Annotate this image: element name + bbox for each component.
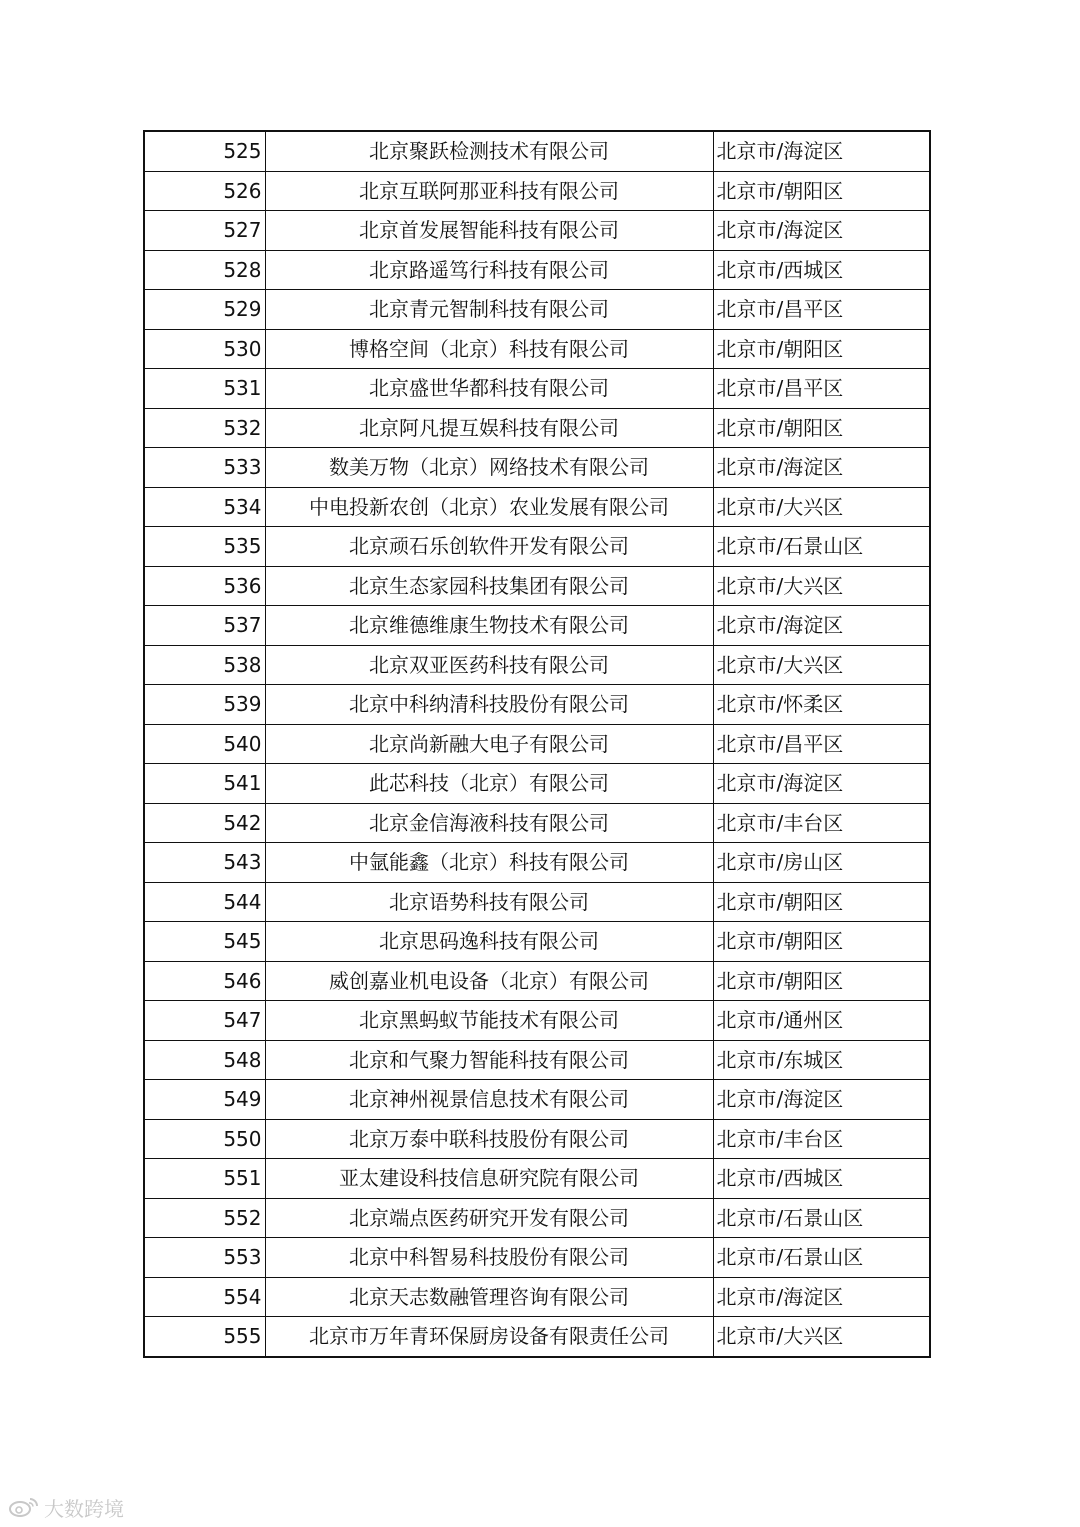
table-row <box>144 1198 930 1238</box>
company-location: 北京市/海淀区 <box>713 1080 930 1120</box>
company-name: 北京顽石乐创软件开发有限公司 <box>265 527 713 567</box>
table-row <box>144 1040 930 1080</box>
row-number: 554 <box>144 1277 265 1317</box>
company-name: 北京黑蚂蚁节能技术有限公司 <box>265 1001 713 1041</box>
row-number: 546 <box>144 961 265 1001</box>
row-number: 540 <box>144 724 265 764</box>
table-row <box>144 961 930 1001</box>
table-row <box>144 329 930 369</box>
row-number: 527 <box>144 211 265 251</box>
row-number: 532 <box>144 408 265 448</box>
company-location: 北京市/海淀区 <box>713 131 930 171</box>
table-row <box>144 487 930 527</box>
watermark <box>8 1492 124 1522</box>
company-name: 北京维德维康生物技术有限公司 <box>265 606 713 646</box>
company-location: 北京市/东城区 <box>713 1040 930 1080</box>
row-number: 529 <box>144 290 265 330</box>
company-name: 北京思码逸科技有限公司 <box>265 922 713 962</box>
table-row <box>144 1238 930 1278</box>
company-name: 北京和气聚力智能科技有限公司 <box>265 1040 713 1080</box>
table-row <box>144 1277 930 1317</box>
table-row <box>144 171 930 211</box>
row-number: 549 <box>144 1080 265 1120</box>
company-location: 北京市/石景山区 <box>713 1238 930 1278</box>
company-name: 北京中科纳清科技股份有限公司 <box>265 685 713 725</box>
company-list-table <box>143 130 931 1358</box>
company-location: 北京市/昌平区 <box>713 290 930 330</box>
table-row <box>144 606 930 646</box>
company-name: 北京聚跃检测技术有限公司 <box>265 131 713 171</box>
table-row <box>144 290 930 330</box>
company-location: 北京市/朝阳区 <box>713 882 930 922</box>
row-number: 537 <box>144 606 265 646</box>
row-number: 525 <box>144 131 265 171</box>
table-row <box>144 1317 930 1357</box>
row-number: 545 <box>144 922 265 962</box>
company-location: 北京市/丰台区 <box>713 1119 930 1159</box>
company-location: 北京市/海淀区 <box>713 211 930 251</box>
table-row <box>144 922 930 962</box>
company-location: 北京市/大兴区 <box>713 566 930 606</box>
row-number: 542 <box>144 803 265 843</box>
row-number: 553 <box>144 1238 265 1278</box>
table-row <box>144 408 930 448</box>
company-location: 北京市/大兴区 <box>713 645 930 685</box>
table-row <box>144 250 930 290</box>
row-number: 535 <box>144 527 265 567</box>
table-row <box>144 685 930 725</box>
company-location: 北京市/大兴区 <box>713 1317 930 1357</box>
company-name: 北京首发展智能科技有限公司 <box>265 211 713 251</box>
company-location: 北京市/海淀区 <box>713 606 930 646</box>
company-name: 北京天志数融管理咨询有限公司 <box>265 1277 713 1317</box>
company-name: 北京生态家园科技集团有限公司 <box>265 566 713 606</box>
company-name: 数美万物（北京）网络技术有限公司 <box>265 448 713 488</box>
table-row <box>144 566 930 606</box>
row-number: 544 <box>144 882 265 922</box>
company-location: 北京市/朝阳区 <box>713 961 930 1001</box>
company-location: 北京市/海淀区 <box>713 1277 930 1317</box>
row-number: 543 <box>144 843 265 883</box>
company-location: 北京市/西城区 <box>713 250 930 290</box>
table-row <box>144 724 930 764</box>
company-name: 北京万泰中联科技股份有限公司 <box>265 1119 713 1159</box>
company-name: 北京路遥笃行科技有限公司 <box>265 250 713 290</box>
company-name: 北京市万年青环保厨房设备有限责任公司 <box>265 1317 713 1357</box>
company-location: 北京市/怀柔区 <box>713 685 930 725</box>
row-number: 552 <box>144 1198 265 1238</box>
company-name: 威创嘉业机电设备（北京）有限公司 <box>265 961 713 1001</box>
row-number: 534 <box>144 487 265 527</box>
company-location: 北京市/朝阳区 <box>713 922 930 962</box>
row-number: 555 <box>144 1317 265 1357</box>
company-location: 北京市/石景山区 <box>713 1198 930 1238</box>
row-number: 526 <box>144 171 265 211</box>
company-name: 此芯科技（北京）有限公司 <box>265 764 713 804</box>
company-location: 北京市/海淀区 <box>713 764 930 804</box>
row-number: 539 <box>144 685 265 725</box>
company-name: 北京语势科技有限公司 <box>265 882 713 922</box>
company-name: 北京阿凡提互娱科技有限公司 <box>265 408 713 448</box>
table-row <box>144 843 930 883</box>
company-location: 北京市/朝阳区 <box>713 171 930 211</box>
company-location: 北京市/朝阳区 <box>713 408 930 448</box>
table-row <box>144 764 930 804</box>
table-row <box>144 211 930 251</box>
table-body <box>144 131 930 1357</box>
row-number: 528 <box>144 250 265 290</box>
company-name: 北京互联阿那亚科技有限公司 <box>265 171 713 211</box>
company-name: 北京青元智制科技有限公司 <box>265 290 713 330</box>
company-location: 北京市/大兴区 <box>713 487 930 527</box>
company-location: 北京市/昌平区 <box>713 369 930 409</box>
company-location: 北京市/西城区 <box>713 1159 930 1199</box>
company-name: 北京双亚医药科技有限公司 <box>265 645 713 685</box>
company-name: 亚太建设科技信息研究院有限公司 <box>265 1159 713 1199</box>
company-name: 北京神州视景信息技术有限公司 <box>265 1080 713 1120</box>
row-number: 551 <box>144 1159 265 1199</box>
company-location: 北京市/朝阳区 <box>713 329 930 369</box>
company-name: 北京尚新融大电子有限公司 <box>265 724 713 764</box>
company-location: 北京市/房山区 <box>713 843 930 883</box>
table-row <box>144 1119 930 1159</box>
row-number: 531 <box>144 369 265 409</box>
row-number: 547 <box>144 1001 265 1041</box>
table-row <box>144 882 930 922</box>
company-name: 博格空间（北京）科技有限公司 <box>265 329 713 369</box>
table-row <box>144 527 930 567</box>
weibo-logo-icon <box>8 1495 40 1519</box>
company-location: 北京市/通州区 <box>713 1001 930 1041</box>
table-row <box>144 1080 930 1120</box>
row-number: 548 <box>144 1040 265 1080</box>
company-name: 北京端点医药研究开发有限公司 <box>265 1198 713 1238</box>
row-number: 541 <box>144 764 265 804</box>
company-location: 北京市/丰台区 <box>713 803 930 843</box>
table-row <box>144 803 930 843</box>
row-number: 536 <box>144 566 265 606</box>
company-name: 中电投新农创（北京）农业发展有限公司 <box>265 487 713 527</box>
company-location: 北京市/石景山区 <box>713 527 930 567</box>
table-row <box>144 131 930 171</box>
table-row <box>144 369 930 409</box>
row-number: 533 <box>144 448 265 488</box>
company-location: 北京市/昌平区 <box>713 724 930 764</box>
row-number: 538 <box>144 645 265 685</box>
company-location: 北京市/海淀区 <box>713 448 930 488</box>
table-row <box>144 1001 930 1041</box>
row-number: 550 <box>144 1119 265 1159</box>
watermark-text: 大数跨境 <box>44 1496 124 1521</box>
company-name: 北京盛世华都科技有限公司 <box>265 369 713 409</box>
company-name: 中氩能鑫（北京）科技有限公司 <box>265 843 713 883</box>
table-row <box>144 448 930 488</box>
table-row <box>144 1159 930 1199</box>
company-name: 北京中科智易科技股份有限公司 <box>265 1238 713 1278</box>
table-row <box>144 645 930 685</box>
company-name: 北京金信海液科技有限公司 <box>265 803 713 843</box>
row-number: 530 <box>144 329 265 369</box>
